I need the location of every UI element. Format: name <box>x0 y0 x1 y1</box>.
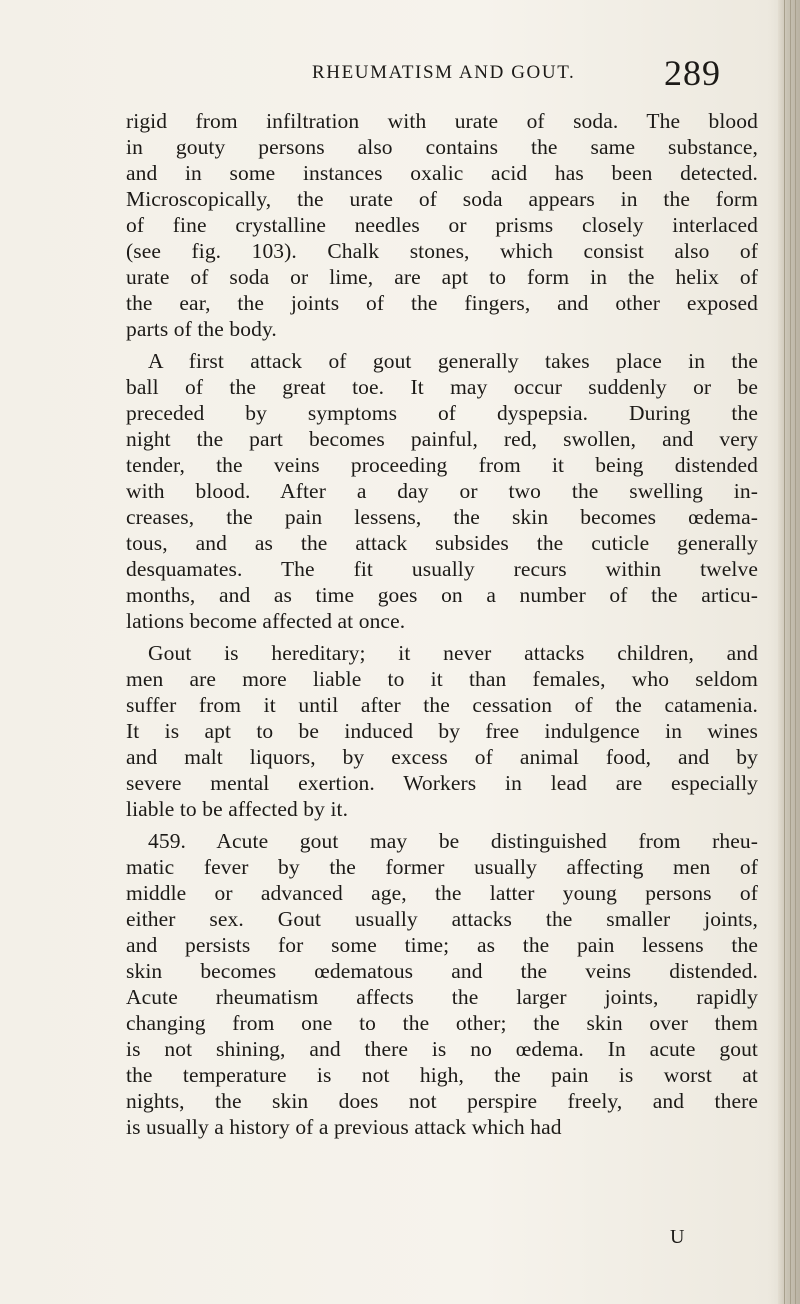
text-line: A first attack of gout generally takes place in the <box>148 349 758 373</box>
text-line: and malt liquors, by excess of animal food, and by <box>126 745 758 769</box>
text-line: Gout is hereditary; it never attacks children, and <box>148 641 758 665</box>
text-line: desquamates. The fit usually recurs within twelve <box>126 557 758 581</box>
text-line: severe mental exertion. Workers in lead are especially <box>126 771 758 795</box>
page-header <box>0 50 760 93</box>
page-number: 289 <box>664 53 721 93</box>
text-line: men are more liable to it than females, who seldom <box>126 667 758 691</box>
text-line: months, and as time goes on a number of the articu- <box>126 583 758 607</box>
text-line: night the part becomes painful, red, swollen, and very <box>126 427 758 451</box>
text-line: in gouty persons also contains the same substance, <box>126 135 758 159</box>
body-text <box>126 108 758 1140</box>
text-line: 459. Acute gout may be distinguished from rheu- <box>148 829 758 853</box>
text-line: changing from one to the other; the skin over them <box>126 1011 758 1035</box>
text-line: preceded by symptoms of dyspepsia. During the <box>126 401 758 425</box>
signature-mark: U <box>670 1226 685 1248</box>
text-line: rigid from infiltration with urate of soda. The blood <box>126 109 758 133</box>
text-line: and persists for some time; as the pain lessens the <box>126 933 758 957</box>
paragraph <box>126 640 758 822</box>
text-line: skin becomes œdematous and the veins distended. <box>126 959 758 983</box>
text-line: Acute rheumatism affects the larger joints, rapidly <box>126 985 758 1009</box>
text-line: is usually a history of a previous attack which had <box>126 1115 562 1139</box>
text-line: urate of soda or lime, are apt to form in the helix of <box>126 265 758 289</box>
text-line: It is apt to be induced by free indulgence in wines <box>126 719 758 743</box>
text-line: either sex. Gout usually attacks the smaller joints, <box>126 907 758 931</box>
text-line: creases, the pain lessens, the skin becomes œdema- <box>126 505 758 529</box>
text-line: of fine crystalline needles or prisms closely interlaced <box>126 213 758 237</box>
paragraph <box>126 828 758 1140</box>
text-line: matic fever by the former usually affecting men of <box>126 855 758 879</box>
text-line: with blood. After a day or two the swelling in- <box>126 479 758 503</box>
text-line: suffer from it until after the cessation of the catamenia. <box>126 693 758 717</box>
running-head: RHEUMATISM AND GOUT. <box>312 62 576 83</box>
paragraph <box>126 348 758 634</box>
page-edge-shadow <box>778 0 800 1304</box>
text-line: the ear, the joints of the fingers, and other exposed <box>126 291 758 315</box>
text-line: nights, the skin does not perspire freely, and there <box>126 1089 758 1113</box>
text-line: lations become affected at once. <box>126 609 406 633</box>
text-line: parts of the body. <box>126 317 277 341</box>
text-line: ball of the great toe. It may occur suddenly or be <box>126 375 758 399</box>
text-line: and in some instances oxalic acid has been detected. <box>126 161 758 185</box>
text-line: tender, the veins proceeding from it being distended <box>126 453 758 477</box>
text-line: is not shining, and there is no œdema. In acute gout <box>126 1037 758 1061</box>
paragraph <box>126 108 758 342</box>
text-line: middle or advanced age, the latter young persons of <box>126 881 758 905</box>
text-line: Microscopically, the urate of soda appears in the form <box>126 187 758 211</box>
text-line: liable to be affected by it. <box>126 797 349 821</box>
text-line: tous, and as the attack subsides the cuticle generally <box>126 531 758 555</box>
text-line: (see fig. 103). Chalk stones, which consist also of <box>126 239 758 263</box>
text-line: the temperature is not high, the pain is worst at <box>126 1063 758 1087</box>
